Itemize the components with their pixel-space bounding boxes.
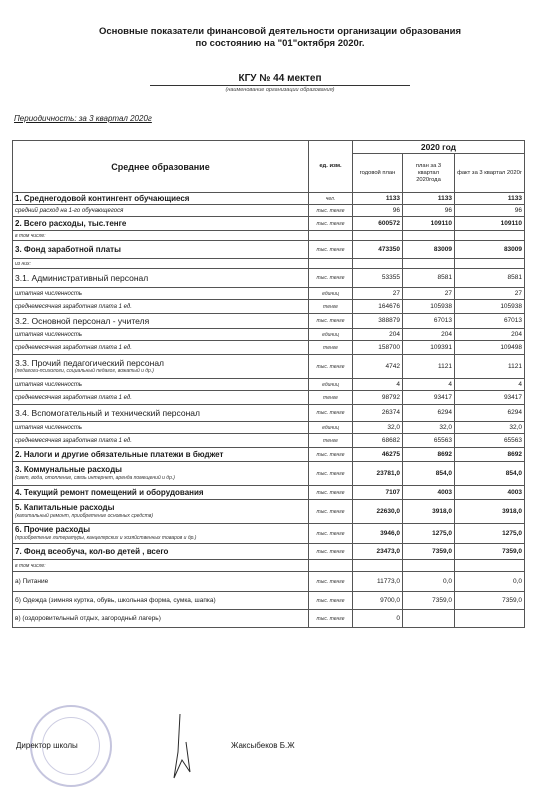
row-quarter-fact: 83009 [455, 241, 525, 259]
table-body [13, 193, 525, 628]
row-quarter-plan: 4003 [403, 486, 455, 500]
row-quarter-plan [403, 231, 455, 241]
row-unit [309, 231, 353, 241]
row-name: среднемесячная заработная плата 1 ед. [13, 300, 309, 314]
row-subtitle: (капитальный ремонт, приобретение основных средств) [15, 512, 154, 519]
table-row [13, 288, 525, 300]
title-line-2: по состоянию на "01"октября 2020г. [195, 38, 365, 49]
row-name: в) (оздоровительный отдых, загородный лагерь) [13, 610, 309, 628]
row-annual-plan: 23473,0 [353, 544, 403, 560]
row-quarter-fact [455, 610, 525, 628]
row-name: среднемесячная заработная плата 1 ед. [13, 434, 309, 448]
document-title [40, 26, 520, 50]
row-quarter-fact: 32,0 [455, 422, 525, 434]
row-name: 2. Всего расходы, тыс.тенге [13, 217, 309, 231]
row-annual-plan [353, 560, 403, 572]
row-annual-plan [353, 231, 403, 241]
row-quarter-plan: 8581 [403, 269, 455, 288]
row-unit: чел. [309, 193, 353, 205]
row-name: 4. Текущий ремонт помещений и оборудования [13, 486, 309, 500]
row-quarter-plan: 83009 [403, 241, 455, 259]
row-subtitle: (приобретение литературы, канцелярских и хозяйственных товаров и др.) [15, 534, 197, 541]
row-annual-plan: 23781,0 [353, 462, 403, 486]
row-annual-plan: 46275 [353, 448, 403, 462]
table-row [13, 391, 525, 405]
table-row [13, 269, 525, 288]
table-row [13, 300, 525, 314]
row-unit: тыс. тенге [309, 610, 353, 628]
row-annual-plan: 68682 [353, 434, 403, 448]
row-annual-plan: 388879 [353, 314, 403, 329]
row-annual-plan: 26374 [353, 405, 403, 422]
header-quarter-plan: план за 3 квартал 2020года [403, 154, 455, 193]
row-title: 3. Коммунальные расходы [15, 464, 122, 474]
header-name: Среднее образование [13, 141, 309, 193]
table-row [13, 341, 525, 355]
table-row [13, 259, 525, 269]
row-unit: тыс. тенге [309, 592, 353, 610]
row-annual-plan: 204 [353, 329, 403, 341]
row-quarter-fact: 4003 [455, 486, 525, 500]
row-name: в том числе: [13, 560, 309, 572]
table-row [13, 572, 525, 592]
row-quarter-fact: 6294 [455, 405, 525, 422]
row-unit: тыс. тенге [309, 217, 353, 231]
row-name: средний расход на 1-го обучающегося [13, 205, 309, 217]
row-annual-plan: 32,0 [353, 422, 403, 434]
row-unit: тенге [309, 341, 353, 355]
row-annual-plan: 4742 [353, 355, 403, 379]
table-row [13, 241, 525, 259]
row-quarter-plan: 4 [403, 379, 455, 391]
row-quarter-fact: 67013 [455, 314, 525, 329]
table-row [13, 329, 525, 341]
row-name [13, 500, 309, 524]
row-quarter-plan: 109391 [403, 341, 455, 355]
row-unit: единиц [309, 288, 353, 300]
row-unit: тенге [309, 300, 353, 314]
row-name: в том числе: [13, 231, 309, 241]
row-quarter-plan: 96 [403, 205, 455, 217]
row-name: 3. Фонд заработной платы [13, 241, 309, 259]
row-quarter-fact [455, 259, 525, 269]
signature-role: Директор школы [16, 741, 78, 750]
row-name: 7. Фонд всеобуча, кол-во детей , всего [13, 544, 309, 560]
row-annual-plan: 9700,0 [353, 592, 403, 610]
header-year: 2020 год [353, 141, 525, 154]
row-unit: тыс. тенге [309, 500, 353, 524]
row-unit: тыс. тенге [309, 241, 353, 259]
row-unit: тыс. тенге [309, 405, 353, 422]
row-unit: тыс. тенге [309, 314, 353, 329]
row-quarter-plan: 8692 [403, 448, 455, 462]
row-name: б) Одежда (зимняя куртка, обувь, школьная форма, сумка, шапка) [13, 592, 309, 610]
row-unit: единиц [309, 379, 353, 391]
row-unit: тенге [309, 434, 353, 448]
row-unit: тыс. тенге [309, 544, 353, 560]
header-quarter-fact: факт за 3 квартал 2020г [455, 154, 525, 193]
table-row [13, 193, 525, 205]
table-row [13, 205, 525, 217]
row-quarter-fact: 109498 [455, 341, 525, 355]
row-quarter-fact: 4 [455, 379, 525, 391]
row-subtitle: (педагоги-психологи, социальный педагог, вожатый и др.) [15, 367, 154, 374]
row-quarter-plan: 65563 [403, 434, 455, 448]
financial-table [12, 140, 525, 628]
row-quarter-plan: 93417 [403, 391, 455, 405]
row-annual-plan: 11773,0 [353, 572, 403, 592]
organization-caption: (наименование организации образования) [225, 87, 335, 93]
row-quarter-plan: 854,0 [403, 462, 455, 486]
row-quarter-fact: 8581 [455, 269, 525, 288]
row-quarter-fact: 0,0 [455, 572, 525, 592]
row-unit: тыс. тенге [309, 572, 353, 592]
row-quarter-plan [403, 560, 455, 572]
signature-name: Жаксыбеков Б.Ж [231, 741, 295, 750]
row-name: среднемесячная заработная плата 1 ед. [13, 341, 309, 355]
row-quarter-plan: 0,0 [403, 572, 455, 592]
table-row [13, 610, 525, 628]
row-quarter-plan: 7359,0 [403, 544, 455, 560]
row-unit: тыс. тенге [309, 462, 353, 486]
table-row [13, 405, 525, 422]
row-quarter-fact: 8692 [455, 448, 525, 462]
row-quarter-plan [403, 610, 455, 628]
row-name [13, 462, 309, 486]
row-name: среднемесячная заработная плата 1 ед. [13, 391, 309, 405]
row-quarter-fact: 27 [455, 288, 525, 300]
period-label: Периодичность: за 3 квартал 2020г [14, 114, 152, 123]
row-unit: тыс. тенге [309, 269, 353, 288]
row-annual-plan: 7107 [353, 486, 403, 500]
organization-name: КГУ № 44 мектеп [150, 73, 410, 86]
row-annual-plan: 1133 [353, 193, 403, 205]
row-name: из них: [13, 259, 309, 269]
table-row [13, 524, 525, 544]
table-row [13, 500, 525, 524]
table-row [13, 560, 525, 572]
row-annual-plan: 158700 [353, 341, 403, 355]
table-row [13, 231, 525, 241]
row-unit: тыс. тенге [309, 205, 353, 217]
row-name: 3.1. Административный персонал [13, 269, 309, 288]
row-unit: тыс. тенге [309, 448, 353, 462]
header-unit: ед. изм. [309, 141, 353, 193]
row-quarter-fact: 854,0 [455, 462, 525, 486]
row-name: штатная численность [13, 329, 309, 341]
row-quarter-plan: 3918,0 [403, 500, 455, 524]
row-quarter-fact: 3918,0 [455, 500, 525, 524]
row-quarter-fact: 109110 [455, 217, 525, 231]
row-annual-plan [353, 259, 403, 269]
row-name: 1. Среднегодовой контингент обучающиеся [13, 193, 309, 205]
row-name: 3.4. Вспомогательный и технический персонал [13, 405, 309, 422]
row-annual-plan: 600572 [353, 217, 403, 231]
row-name: штатная численность [13, 379, 309, 391]
row-quarter-plan: 1275,0 [403, 524, 455, 544]
row-annual-plan: 164676 [353, 300, 403, 314]
header-annual-plan: годовой план [353, 154, 403, 193]
row-quarter-fact: 1121 [455, 355, 525, 379]
row-quarter-fact: 93417 [455, 391, 525, 405]
table-row [13, 544, 525, 560]
table-row [13, 355, 525, 379]
row-annual-plan: 473350 [353, 241, 403, 259]
row-unit: тыс. тенге [309, 524, 353, 544]
row-name [13, 524, 309, 544]
row-quarter-plan: 1121 [403, 355, 455, 379]
table-row [13, 434, 525, 448]
row-quarter-fact: 96 [455, 205, 525, 217]
row-annual-plan: 4 [353, 379, 403, 391]
row-name: а) Питание [13, 572, 309, 592]
row-quarter-plan: 27 [403, 288, 455, 300]
row-quarter-fact [455, 560, 525, 572]
row-quarter-plan: 105938 [403, 300, 455, 314]
row-name: 3.2. Основной персонал - учителя [13, 314, 309, 329]
row-quarter-plan: 67013 [403, 314, 455, 329]
row-annual-plan: 22630,0 [353, 500, 403, 524]
row-quarter-plan: 7359,0 [403, 592, 455, 610]
row-unit: единиц [309, 422, 353, 434]
row-unit: тенге [309, 391, 353, 405]
row-quarter-fact: 204 [455, 329, 525, 341]
row-quarter-fact: 7359,0 [455, 544, 525, 560]
row-unit [309, 259, 353, 269]
row-subtitle: (свет, вода, отопление, связь интернет, аренда помещений и др.) [15, 474, 175, 481]
row-title: 5. Капитальные расходы [15, 502, 115, 512]
row-title: 3.3. Прочий педагогический персонал [15, 357, 165, 368]
table-row [13, 217, 525, 231]
row-quarter-plan: 109110 [403, 217, 455, 231]
row-quarter-fact: 1275,0 [455, 524, 525, 544]
table-row [13, 462, 525, 486]
row-unit: единиц [309, 329, 353, 341]
row-quarter-fact: 105938 [455, 300, 525, 314]
table-row [13, 448, 525, 462]
row-annual-plan: 53355 [353, 269, 403, 288]
row-annual-plan: 96 [353, 205, 403, 217]
row-annual-plan: 0 [353, 610, 403, 628]
row-quarter-fact: 65563 [455, 434, 525, 448]
row-unit: тыс. тенге [309, 355, 353, 379]
table-row [13, 314, 525, 329]
row-annual-plan: 98792 [353, 391, 403, 405]
row-unit: тыс. тенге [309, 486, 353, 500]
row-annual-plan: 27 [353, 288, 403, 300]
row-unit [309, 560, 353, 572]
row-quarter-plan: 1133 [403, 193, 455, 205]
signature-scribble [160, 712, 200, 782]
row-name [13, 355, 309, 379]
row-title: 6. Прочие расходы [15, 524, 91, 534]
row-quarter-fact: 7359,0 [455, 592, 525, 610]
title-line-1: Основные показатели финансовой деятельности организации образования [98, 26, 462, 37]
row-quarter-plan [403, 259, 455, 269]
table-row [13, 422, 525, 434]
row-quarter-fact: 1133 [455, 193, 525, 205]
row-annual-plan: 3946,0 [353, 524, 403, 544]
table-row [13, 379, 525, 391]
row-quarter-fact [455, 231, 525, 241]
row-name: 2. Налоги и другие обязательные платежи в бюджет [13, 448, 309, 462]
row-quarter-plan: 6294 [403, 405, 455, 422]
table-row [13, 592, 525, 610]
table-row [13, 486, 525, 500]
row-name: штатная численность [13, 422, 309, 434]
row-name: штатная численность [13, 288, 309, 300]
row-quarter-plan: 204 [403, 329, 455, 341]
row-quarter-plan: 32,0 [403, 422, 455, 434]
